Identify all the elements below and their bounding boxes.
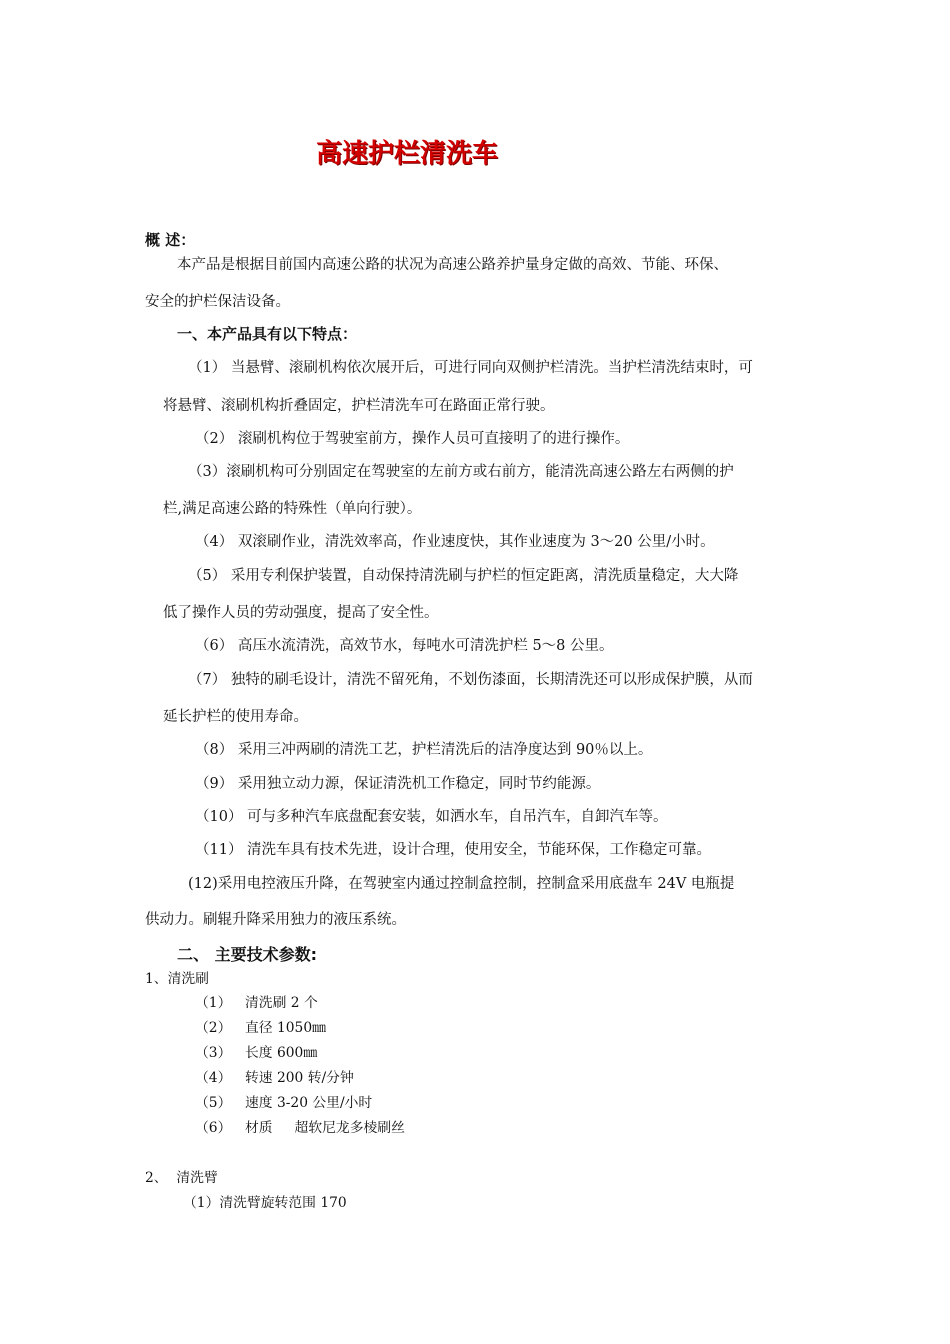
- brush-item-text: 转速 200 转/分钟: [245, 1070, 354, 1086]
- brush-item-num: （2）: [195, 1020, 232, 1036]
- page-title: 高速护栏清洗车: [316, 139, 499, 169]
- feature-line: （1） 当悬臂、滚刷机构依次展开后，可进行同向双侧护栏清洗。当护栏清洗结束时，可: [188, 360, 753, 376]
- feature-line: （7） 独特的刷毛设计，清洗不留死角，不划伤漆面，长期清洗还可以形成保护膜，从而: [188, 672, 753, 688]
- feature-line: （9） 采用独立动力源，保证清洗机工作稳定，同时节约能源。: [195, 776, 601, 792]
- feature-line: (12)采用电控液压升降，在驾驶室内通过控制盒控制，控制盒采用底盘车 24V 电瓶提: [188, 876, 735, 892]
- feature-line: 延长护栏的使用寿命。: [163, 709, 308, 725]
- feature-line: （8） 采用三冲两刷的清洗工艺，护栏清洗后的洁净度达到 90％以上。: [195, 742, 653, 758]
- overview-line-1: 本产品是根据目前国内高速公路的状况为高速公路养护量身定做的高效、节能、环保、: [177, 257, 728, 273]
- brush-item-num: （1）: [195, 995, 232, 1011]
- feature-line: 供动力。刷辊升降采用独力的液压系统。: [145, 912, 406, 928]
- feature-line: （5） 采用专利保护装置，自动保持清洗刷与护栏的恒定距离，清洗质量稳定，大大降: [188, 568, 739, 584]
- feature-line: 将悬臂、滚刷机构折叠固定，护栏清洗车可在路面正常行驶。: [163, 398, 555, 414]
- overview-heading: 概 述：: [145, 231, 196, 249]
- brush-item-text: 清洗刷 2 个: [245, 995, 318, 1011]
- feature-line: （2） 滚刷机构位于驾驶室前方，操作人员可直接明了的进行操作。: [195, 431, 630, 447]
- brush-item-text: 直径 1050㎜: [245, 1020, 326, 1036]
- brush-heading: 1、清洗刷: [145, 971, 209, 987]
- arm-heading: 2、 清洗臂: [145, 1170, 218, 1186]
- brush-item-num: （6）: [195, 1120, 232, 1136]
- brush-item-text: 材质 超软尼龙多棱刷丝: [245, 1120, 405, 1136]
- brush-item-num: （5）: [195, 1095, 232, 1111]
- brush-item-num: （3）: [195, 1045, 232, 1061]
- feature-line: （6） 高压水流清洗，高效节水，每吨水可清洗护栏 5～8 公里。: [195, 638, 614, 654]
- overview-line-2: 安全的护栏保洁设备。: [145, 294, 290, 310]
- params-heading: 二、 主要技术参数:: [177, 945, 317, 964]
- feature-line: （4） 双滚刷作业，清洗效率高，作业速度快，其作业速度为 3～20 公里/小时。: [195, 534, 715, 550]
- brush-item-num: （4）: [195, 1070, 232, 1086]
- features-heading: 一、本产品具有以下特点：: [177, 325, 358, 343]
- brush-item-text: 长度 600㎜: [245, 1045, 318, 1061]
- feature-line: （11） 清洗车具有技术先进，设计合理，使用安全，节能环保，工作稳定可靠。: [195, 842, 712, 858]
- arm-item: （1）清洗臂旋转范围 170: [183, 1195, 347, 1211]
- feature-line: 栏,满足高速公路的特殊性（单向行驶）。: [163, 501, 422, 517]
- feature-line: 低了操作人员的劳动强度，提高了安全性。: [163, 605, 439, 621]
- feature-line: （10） 可与多种汽车底盘配套安装，如洒水车，自吊汽车，自卸汽车等。: [195, 809, 668, 825]
- feature-line: （3）滚刷机构可分别固定在驾驶室的左前方或右前方，能清洗高速公路左右两侧的护: [188, 464, 734, 480]
- brush-item-text: 速度 3-20 公里/小时: [245, 1095, 373, 1111]
